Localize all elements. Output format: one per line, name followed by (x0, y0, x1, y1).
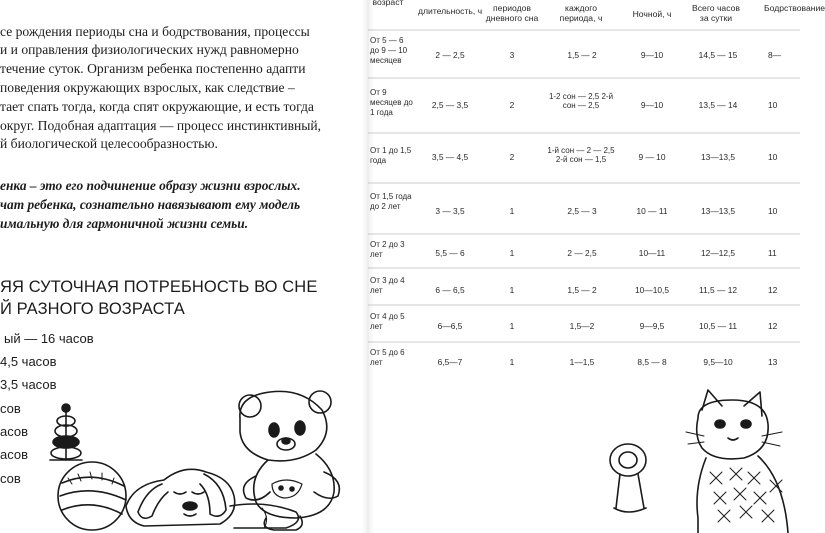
periods-cell: 2 (509, 100, 515, 110)
night-cell: 9 — 10 (638, 152, 666, 162)
left-page (0, 0, 368, 533)
list-item: ый — 16 часов (4, 331, 94, 346)
night-cell: 10 — 11 (636, 206, 668, 216)
header-each-period: каждого периода, ч (559, 3, 603, 23)
header-day-periods: периодов дневного сна (485, 3, 539, 23)
age-cell: От 1 до 1,5 года (370, 146, 412, 165)
duration-cell: 6,5—7 (437, 357, 463, 367)
heading-line: Й РАЗНОГО ВОЗРАСТА (0, 300, 185, 318)
ring-pyramid-icon (50, 404, 82, 460)
each-period-cell: 1,5 — 2 (567, 50, 597, 60)
each-period-cell: 1,5 — 2 (567, 285, 597, 295)
text-line: тает спать тогда, когда спят окружающие, и есть тогда (0, 99, 314, 114)
periods-cell: 2 (509, 152, 515, 162)
each-period-cell: 1-й сон — 2 — 2,5 2-й сон — 1,5 (547, 146, 615, 164)
duration-cell: 3,5 — 4,5 (431, 152, 469, 162)
extra-cell: 10 (768, 152, 778, 162)
duration-cell: 5,5 — 6 (435, 248, 465, 258)
duration-cell: 2 — 2,5 (435, 50, 465, 60)
periods-cell: 1 (509, 357, 515, 367)
cat-and-rattle-illustration (598, 388, 800, 533)
night-cell: 9—10 (640, 50, 664, 60)
header-duration: длительность, ч (418, 6, 483, 16)
text-line: течение суток. Организм ребенка постепенно адапти (0, 61, 306, 76)
text-line: се рождения периоды сна и бодрствования, процессы (0, 24, 310, 39)
periods-cell: 1 (509, 248, 515, 258)
list-item: 3,5 часов (0, 377, 57, 392)
each-period-cell: 1-2 сон — 2,5 2-й сон — 2,5 (548, 92, 614, 110)
age-cell: От 3 до 4 лет (370, 276, 405, 295)
header-night: Ночной, ч (632, 9, 672, 19)
text-line: и и оправления физиологических нужд равномерно (0, 42, 299, 57)
age-cell: От 9 месяцев до 1 года (370, 88, 413, 117)
age-cell: От 1,5 года до 2 лет (370, 192, 412, 211)
total-cell: 10,5 — 11 (698, 321, 738, 331)
extra-cell: 10 (768, 100, 778, 110)
night-cell: 8,5 — 8 (637, 357, 667, 367)
text-line: поведения окружающих взрослых, как следствие – (0, 80, 295, 95)
heading-line: ЯЯ СУТОЧНАЯ ПОТРЕБНОСТЬ ВО СНЕ (0, 278, 318, 296)
total-cell: 13—13,5 (701, 206, 735, 216)
periods-cell: 1 (509, 206, 515, 216)
emphasis-line: енка – это его подчинение образу жизни взрослых. (0, 178, 301, 193)
each-period-cell: 2 — 2,5 (567, 248, 597, 258)
list-item: 4,5 часов (0, 354, 57, 369)
rattle-icon (610, 444, 646, 512)
text-line: округ. Подобная адаптация — процесс инстинктивный, (0, 118, 322, 133)
night-cell: 9—10 (640, 100, 664, 110)
duration-cell: 6—6,5 (437, 321, 463, 331)
sleeping-toys-illustration (34, 388, 364, 533)
extra-cell: 12 (768, 285, 778, 295)
text-line: й биологической целесообразностью. (0, 136, 218, 151)
duration-cell: 3 — 3,5 (435, 206, 465, 216)
extra-cell: 12 (768, 321, 778, 331)
duration-cell: 2,5 — 3,5 (431, 100, 469, 110)
emphasis-line: имальную для гармоничной жизни семьи. (0, 216, 249, 231)
night-cell: 10—10,5 (635, 285, 669, 295)
list-item: сов (0, 401, 21, 416)
striped-ball-icon (58, 462, 126, 530)
periods-cell: 1 (509, 285, 515, 295)
age-cell: От 4 до 5 лет (370, 312, 405, 331)
total-cell: 12—12,5 (701, 248, 735, 258)
header-age: возраст (372, 0, 404, 7)
total-cell: 13,5 — 14 (698, 100, 738, 110)
total-cell: 9,5—10 (703, 357, 733, 367)
cat-icon (686, 390, 788, 533)
each-period-cell: 1,5—2 (569, 321, 595, 331)
night-cell: 10—11 (638, 248, 666, 258)
age-cell: От 2 до 3 лет (370, 240, 405, 259)
header-extra: Бодрствование (764, 3, 825, 13)
each-period-cell: 1—1,5 (569, 357, 595, 367)
total-cell: 14,5 — 15 (698, 50, 738, 60)
total-cell: 13—13,5 (701, 152, 735, 162)
right-page (368, 0, 825, 533)
header-total: Всего часов за сутки (692, 3, 740, 23)
duration-cell: 6 — 6,5 (435, 285, 465, 295)
periods-cell: 3 (509, 50, 515, 60)
age-cell: От 5 до 6 лет (370, 348, 405, 367)
age-cell: От 5 — 6 до 9 — 10 месяцев (370, 36, 408, 65)
list-item: сов (0, 471, 21, 486)
list-item: асов (0, 424, 29, 439)
periods-cell: 1 (509, 321, 515, 331)
emphasis-line: чат ребенка, сознательно навязывают ему модель (0, 197, 301, 212)
night-cell: 9—9,5 (639, 321, 665, 331)
list-item: асов (0, 447, 29, 462)
extra-cell: 11 (768, 248, 777, 258)
extra-cell: 13 (768, 357, 778, 367)
each-period-cell: 2,5 — 3 (567, 206, 597, 216)
sleeping-puppy-icon (126, 469, 298, 528)
extra-cell: 10 (768, 206, 778, 216)
extra-cell: 8— (768, 50, 782, 60)
total-cell: 11,5 — 12 (698, 285, 738, 295)
